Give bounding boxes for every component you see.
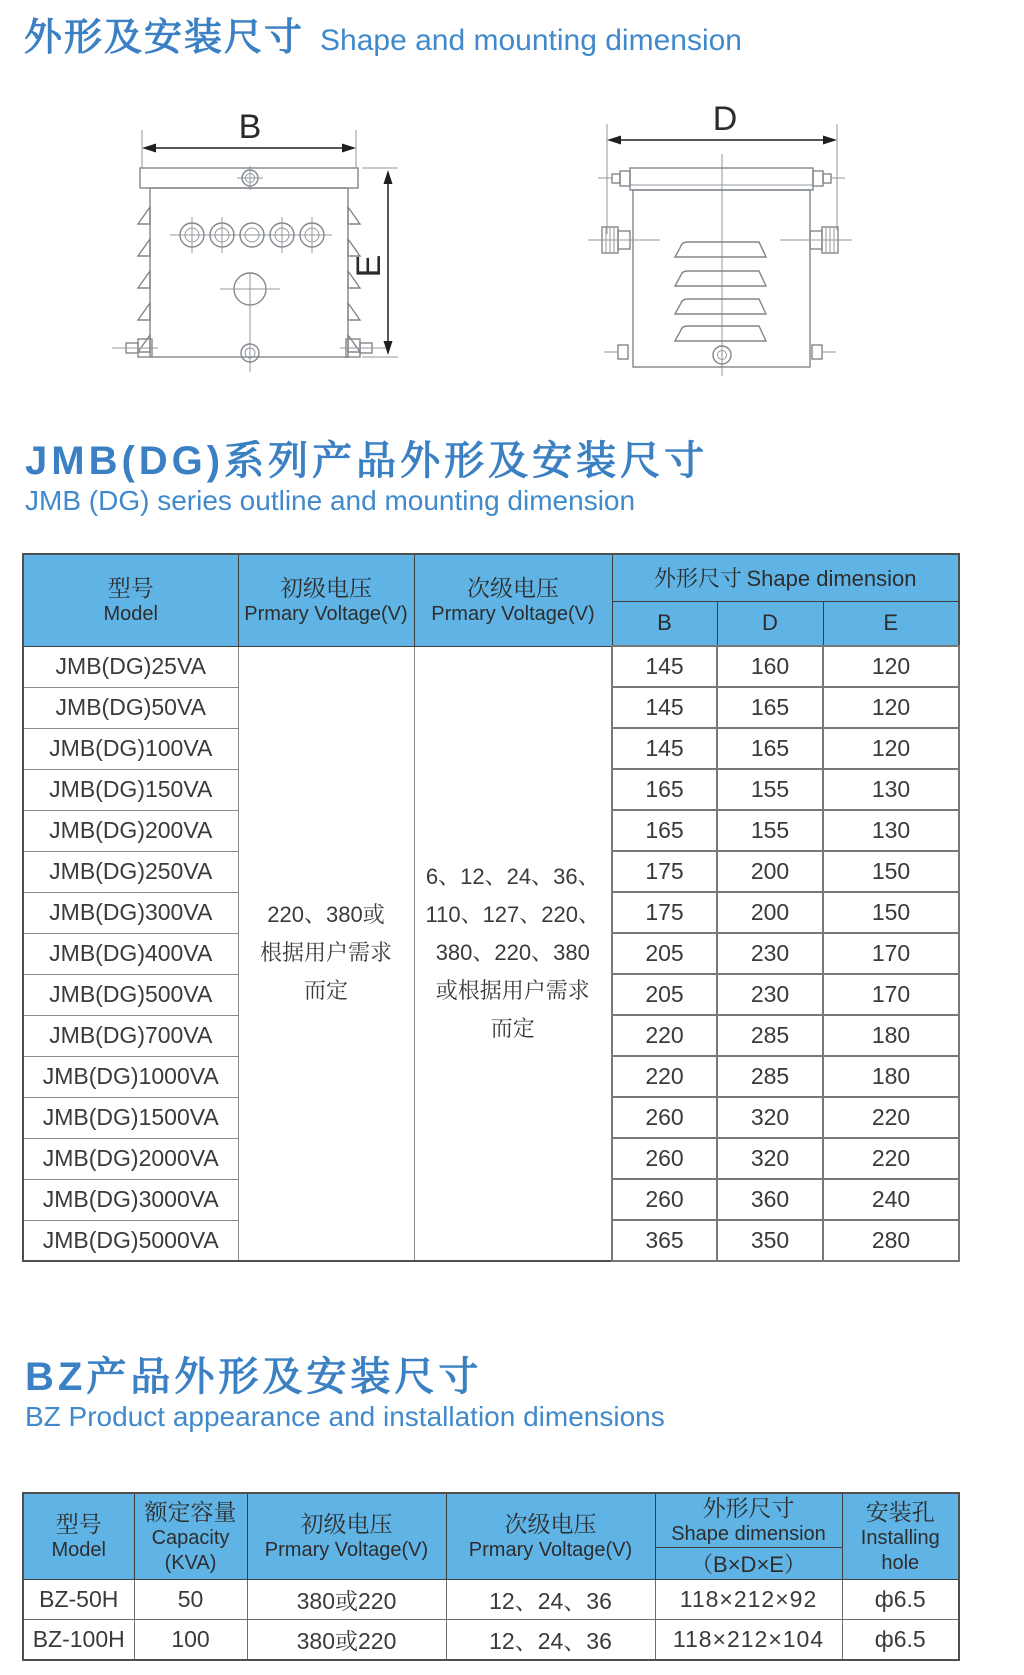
page-title bbox=[24, 6, 742, 61]
dim-e-cell: 180 bbox=[823, 1056, 959, 1097]
table-row bbox=[23, 1580, 959, 1620]
dim-d-cell: 165 bbox=[717, 687, 823, 728]
jmb-heading-en: JMB (DG) series outline and mounting dimension bbox=[25, 485, 636, 516]
dim-b-cell: 260 bbox=[612, 1138, 717, 1179]
dim-e-cell: 120 bbox=[823, 646, 959, 687]
installing-hole-cell: ф6.5 bbox=[842, 1620, 959, 1660]
table-row bbox=[23, 646, 959, 687]
model-cell: JMB(DG)3000VA bbox=[23, 1179, 238, 1220]
column-header-secondary-voltage: 次级电压 Prmary Voltage(V) bbox=[446, 1493, 655, 1580]
dim-d-cell: 200 bbox=[717, 851, 823, 892]
dim-e-cell: 170 bbox=[823, 974, 959, 1015]
bz-section-heading bbox=[25, 1354, 665, 1433]
front-view-drawing bbox=[100, 84, 450, 376]
model-cell: JMB(DG)150VA bbox=[23, 769, 238, 810]
dim-d-cell: 230 bbox=[717, 974, 823, 1015]
model-cell: JMB(DG)50VA bbox=[23, 687, 238, 728]
dim-d-cell: 165 bbox=[717, 728, 823, 769]
dim-b-cell: 165 bbox=[612, 810, 717, 851]
dim-b-cell: 175 bbox=[612, 851, 717, 892]
shape-dimension-cell: 118×212×104 bbox=[655, 1620, 842, 1660]
dim-e-cell: 150 bbox=[823, 892, 959, 933]
dim-b-cell: 260 bbox=[612, 1179, 717, 1220]
side-knobs bbox=[588, 227, 852, 253]
dim-label-b: B bbox=[238, 108, 262, 146]
model-cell: JMB(DG)700VA bbox=[23, 1015, 238, 1056]
primary-voltage-cell: 220、380或 根据用户需求 而定 bbox=[238, 646, 414, 1261]
column-header-bxdxe: （B×D×E） bbox=[655, 1548, 842, 1580]
secondary-voltage-cell: 6、12、24、36、 110、127、220、 380、220、380 或根据用户需求 而定 bbox=[414, 646, 612, 1261]
dim-e-cell: 180 bbox=[823, 1015, 959, 1056]
dim-e-cell: 120 bbox=[823, 687, 959, 728]
secondary-voltage-cell: 12、24、36 bbox=[446, 1620, 655, 1660]
dim-e-cell: 170 bbox=[823, 933, 959, 974]
secondary-voltage-cell: 12、24、36 bbox=[446, 1580, 655, 1620]
model-cell: JMB(DG)400VA bbox=[23, 933, 238, 974]
model-cell: JMB(DG)200VA bbox=[23, 810, 238, 851]
page-title-en: Shape and mounting dimension bbox=[320, 24, 742, 57]
column-header-model: 型号 Model bbox=[23, 554, 238, 646]
dim-b-cell: 205 bbox=[612, 974, 717, 1015]
jmb-dimension-table bbox=[22, 553, 960, 1262]
installing-hole-cell: ф6.5 bbox=[842, 1580, 959, 1620]
primary-voltage-cell: 380或220 bbox=[247, 1580, 446, 1620]
dim-b-cell: 145 bbox=[612, 687, 717, 728]
dim-b-cell: 220 bbox=[612, 1015, 717, 1056]
dim-d-cell: 320 bbox=[717, 1097, 823, 1138]
column-header-primary-voltage: 初级电压 Prmary Voltage(V) bbox=[238, 554, 414, 646]
capacity-cell: 100 bbox=[134, 1620, 247, 1660]
column-header-primary-voltage: 初级电压 Prmary Voltage(V) bbox=[247, 1493, 446, 1580]
dim-d-cell: 350 bbox=[717, 1220, 823, 1261]
dim-label-e: E bbox=[350, 254, 388, 278]
model-cell: JMB(DG)300VA bbox=[23, 892, 238, 933]
table-row bbox=[23, 1620, 959, 1660]
model-cell: BZ-50H bbox=[23, 1580, 134, 1620]
column-header-b: B bbox=[612, 601, 717, 646]
model-cell: JMB(DG)5000VA bbox=[23, 1220, 238, 1261]
model-cell: JMB(DG)2000VA bbox=[23, 1138, 238, 1179]
column-header-model: 型号 Model bbox=[23, 1493, 134, 1580]
dim-d-cell: 160 bbox=[717, 646, 823, 687]
dim-d-cell: 320 bbox=[717, 1138, 823, 1179]
column-header-shape-dimension: 外形尺寸 Shape dimension bbox=[655, 1493, 842, 1548]
dim-b-cell: 175 bbox=[612, 892, 717, 933]
column-header-capacity: 额定容量 Capacity (KVA) bbox=[134, 1493, 247, 1580]
bz-heading-en: BZ Product appearance and installation dimensions bbox=[25, 1401, 665, 1432]
dim-d-cell: 230 bbox=[717, 933, 823, 974]
model-cell: JMB(DG)25VA bbox=[23, 646, 238, 687]
dim-b-cell: 145 bbox=[612, 646, 717, 687]
dim-d-cell: 285 bbox=[717, 1056, 823, 1097]
dim-b-cell: 145 bbox=[612, 728, 717, 769]
capacity-cell: 50 bbox=[134, 1580, 247, 1620]
dim-b-cell: 205 bbox=[612, 933, 717, 974]
dim-d-cell: 155 bbox=[717, 769, 823, 810]
primary-voltage-cell: 380或220 bbox=[247, 1620, 446, 1660]
dim-b-cell: 220 bbox=[612, 1056, 717, 1097]
bz-heading-zh: BZ产品外形及安装尺寸 bbox=[25, 1355, 483, 1399]
model-cell: JMB(DG)500VA bbox=[23, 974, 238, 1015]
dim-e-cell: 220 bbox=[823, 1138, 959, 1179]
dim-d-cell: 200 bbox=[717, 892, 823, 933]
jmb-heading-zh: JMB(DG)系列产品外形及安装尺寸 bbox=[25, 439, 709, 483]
dim-b-cell: 365 bbox=[612, 1220, 717, 1261]
dim-e-cell: 280 bbox=[823, 1220, 959, 1261]
dim-e-cell: 120 bbox=[823, 728, 959, 769]
vent-louvers bbox=[675, 242, 766, 341]
dim-b-cell: 260 bbox=[612, 1097, 717, 1138]
model-cell: JMB(DG)1000VA bbox=[23, 1056, 238, 1097]
dim-d-cell: 360 bbox=[717, 1179, 823, 1220]
model-cell: JMB(DG)100VA bbox=[23, 728, 238, 769]
bz-dimension-table bbox=[22, 1492, 960, 1661]
dim-e-cell: 130 bbox=[823, 810, 959, 851]
dim-e-cell: 240 bbox=[823, 1179, 959, 1220]
column-header-installing-hole: 安装孔 Installing hole bbox=[842, 1493, 959, 1580]
dim-b-cell: 165 bbox=[612, 769, 717, 810]
page-title-zh: 外形及安装尺寸 bbox=[24, 17, 305, 59]
dim-d-cell: 285 bbox=[717, 1015, 823, 1056]
dim-d-cell: 155 bbox=[717, 810, 823, 851]
shape-dimension-cell: 118×212×92 bbox=[655, 1580, 842, 1620]
dim-e-cell: 220 bbox=[823, 1097, 959, 1138]
model-cell: JMB(DG)250VA bbox=[23, 851, 238, 892]
dim-e-cell: 130 bbox=[823, 769, 959, 810]
model-cell: JMB(DG)1500VA bbox=[23, 1097, 238, 1138]
dim-label-d: D bbox=[712, 100, 738, 138]
jmb-section-heading bbox=[25, 438, 708, 517]
column-header-e: E bbox=[823, 601, 959, 646]
column-header-shape-dimension: 外形尺寸 Shape dimension bbox=[612, 554, 959, 601]
model-cell: BZ-100H bbox=[23, 1620, 134, 1660]
side-view-drawing bbox=[540, 84, 900, 376]
column-header-d: D bbox=[717, 601, 823, 646]
column-header-secondary-voltage: 次级电压 Prmary Voltage(V) bbox=[414, 554, 612, 646]
dim-e-cell: 150 bbox=[823, 851, 959, 892]
